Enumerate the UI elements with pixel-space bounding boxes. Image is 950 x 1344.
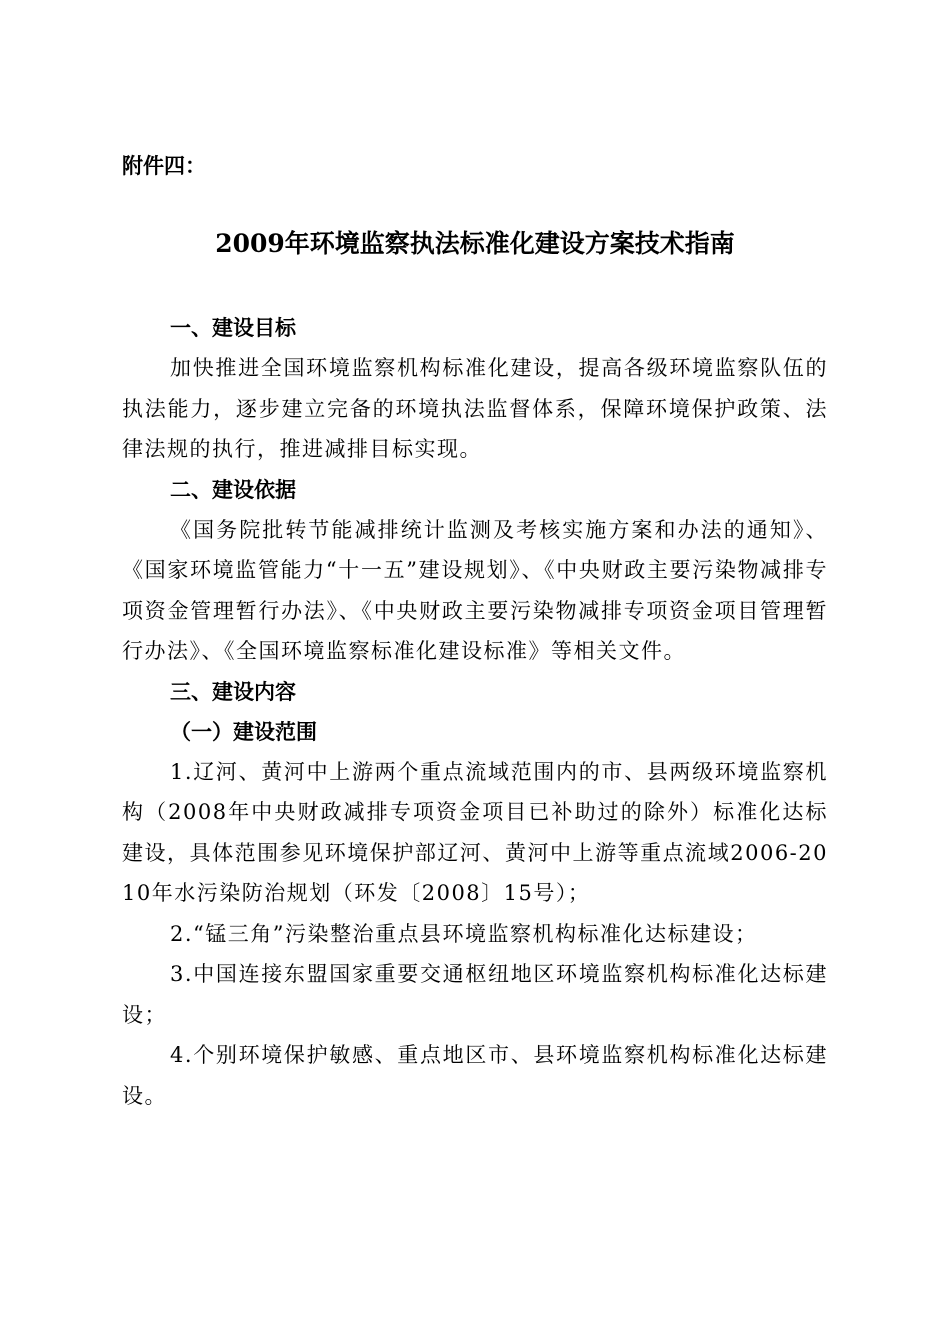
section-heading-content: 三、建设内容 — [170, 679, 296, 704]
sub-heading-scope: （一）建设范围 — [170, 719, 317, 744]
goal-paragraph: 加快推进全国环境监察机构标准化建设，提高各级环境监察队伍的执法能力，逐步建立完备的环境执法监督体系，保障环境保护政策、法律法规的执行，推进减排目标实现。 — [122, 356, 828, 461]
document-body — [122, 308, 828, 1116]
basis-paragraph: 《国务院批转节能减排统计监测及考核实施方案和办法的通知》、《国家环境监管能力“十一五”建设规划》、《中央财政主要污染物减排专项资金管理暂行办法》、《中央财政主要污染物减排专项资金项目管理暂行办法》、《全国环境监察标准化建设标准》等相关文件。 — [122, 517, 828, 663]
attachment-label: 附件四： — [122, 154, 206, 178]
scope-item-2: 2.“锰三角”污染整治重点县环境监察机构标准化达标建设； — [170, 921, 758, 946]
scope-item-4: 4.个别环境保护敏感、重点地区市、县环境监察机构标准化达标建设。 — [122, 1043, 828, 1108]
document-title: 2009年环境监察执法标准化建设方案技术指南 — [215, 229, 735, 258]
section-heading-basis: 二、建设依据 — [170, 477, 296, 502]
section-heading-goal: 一、建设目标 — [170, 316, 296, 340]
scope-item-3: 3.中国连接东盟国家重要交通枢纽地区环境监察机构标准化达标建设； — [122, 962, 828, 1027]
scope-item-1: 1.辽河、黄河中上游两个重点流域范围内的市、县两级环境监察机构（2008年中央财政减排专项资金项目已补助过的除外）标准化达标建设，具体范围参见环境保护部辽河、黄河中上游等重点流域2006-2010年水污染防治规划（环发〔2008〕15号）； — [122, 759, 828, 905]
